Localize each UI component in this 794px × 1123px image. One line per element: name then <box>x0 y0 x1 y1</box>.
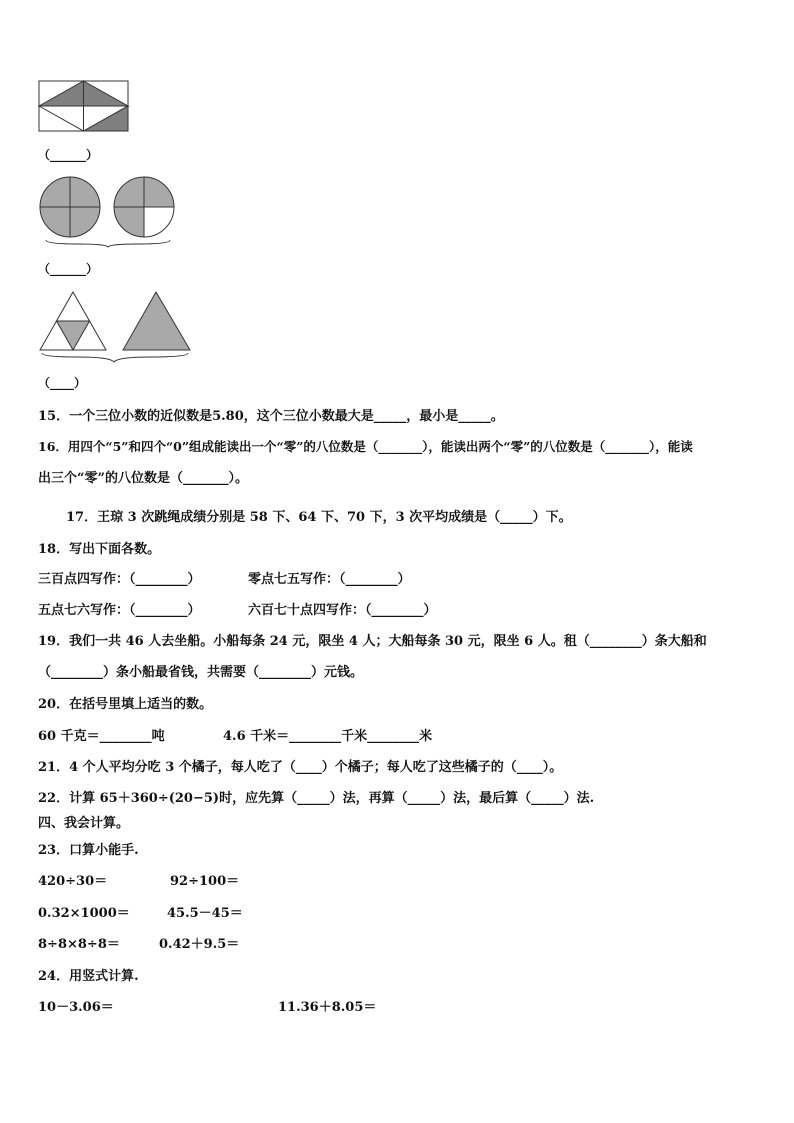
figure3-answer[interactable]: （____） <box>38 376 87 390</box>
triangles-figure <box>38 290 196 364</box>
question-18-item-3: 五点七六写作：（________） <box>38 603 201 618</box>
question-16-line2: 出三个“零”的八位数是（_______）。 <box>38 471 248 486</box>
figure1-answer[interactable]: （______） <box>38 148 99 162</box>
mental-calc-1a: 420÷30＝ <box>38 874 108 889</box>
question-23: 23．口算小能手. <box>38 843 139 858</box>
question-20-item-2: 4.6 千米＝________千米________米 <box>223 729 433 744</box>
mental-calc-3a: 8÷8×8÷8＝ <box>38 937 120 952</box>
question-17: 17．王琼 3 次跳绳成绩分别是 58 下、64 下、70 下，3 次平均成绩是（_____）下。 <box>66 510 572 525</box>
question-18-item-2: 零点七五写作：（________） <box>248 572 411 587</box>
mental-calc-3b: 0.42＋9.5＝ <box>159 937 240 952</box>
question-19-line1: 19．我们一共 46 人去坐船。小船每条 24 元，限坐 4 人；大船每条 30 元，限坐 6 人。租（________）条大船和 <box>38 634 707 649</box>
question-22: 22．计算 65＋360÷(20−5)时，应先算（_____）法，再算（_____）法，最后算（_____）法. <box>38 791 595 806</box>
figure2-answer[interactable]: （______） <box>38 262 99 276</box>
question-21: 21．4 个人平均分吃 3 个橘子，每人吃了（____）个橘子；每人吃了这些橘子的（____）。 <box>38 760 563 775</box>
question-16-line1: 16．用四个“5”和四个“0”组成能读出一个“零”的八位数是（_______），能读出两个“零”的八位数是（_______），能读 <box>38 439 693 454</box>
mental-calc-2a: 0.32×1000＝ <box>38 906 130 921</box>
question-15: 15．一个三位小数的近似数是5.80，这个三位小数最大是_____，最小是_____。 <box>38 409 504 424</box>
section-4-title: 四、我会计算。 <box>38 816 130 831</box>
question-18-item-1: 三百点四写作：（________） <box>38 572 201 587</box>
vertical-calc-1: 10－3.06＝ <box>38 1000 114 1015</box>
question-18-item-4: 六百七十点四写作：（________） <box>248 603 437 618</box>
mental-calc-1b: 92÷100＝ <box>170 874 240 889</box>
question-19-line2: （________）条小船最省钱，共需要（________）元钱。 <box>38 665 364 680</box>
question-20-item-1: 60 千克＝________吨 <box>38 729 165 744</box>
rectangle-triangles-figure <box>38 80 130 134</box>
question-24: 24．用竖式计算. <box>38 969 139 984</box>
circles-quarters-figure <box>38 176 178 248</box>
question-18: 18．写出下面各数。 <box>38 542 161 557</box>
vertical-calc-2: 11.36＋8.05＝ <box>278 1000 377 1015</box>
question-20: 20．在括号里填上适当的数。 <box>38 697 213 712</box>
mental-calc-2b: 45.5－45＝ <box>167 906 243 921</box>
